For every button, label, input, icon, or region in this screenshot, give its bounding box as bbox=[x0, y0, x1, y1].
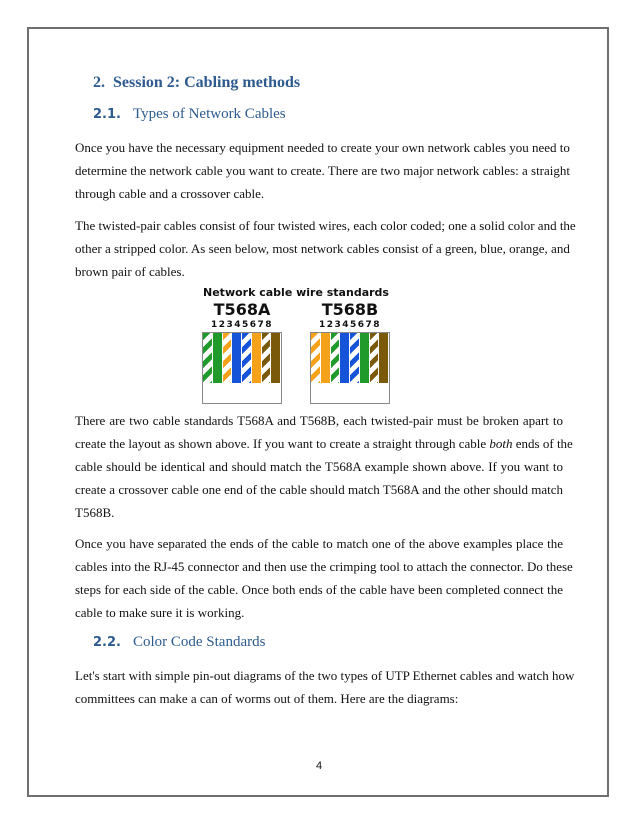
wire-orange-white bbox=[223, 333, 233, 383]
wire-orange bbox=[321, 333, 331, 383]
section-heading: 2. Session 2: Cabling methods bbox=[93, 74, 301, 91]
wire-green bbox=[213, 333, 223, 383]
subsection-heading-color: 2.2. Color Code Standards bbox=[93, 634, 266, 650]
wire-brown bbox=[271, 333, 281, 383]
connector-diagram bbox=[202, 332, 282, 404]
standard-name: T568B bbox=[321, 300, 379, 319]
standard-t568b bbox=[310, 300, 390, 404]
para3-line-italic: create the layout as shown above. If you want to create a straight through cable both ends of the bbox=[75, 436, 573, 451]
wire-orange bbox=[252, 333, 262, 383]
wire-blue bbox=[232, 333, 242, 383]
paragraph-twisted-pair: The twisted-pair cables consist of four twisted wires, each color coded; one a solid color and the other a stripped color. As seen below, most network cables consist of a green, blue, orange, and brown pair of cables. bbox=[75, 218, 576, 279]
paragraph-pinout: Let's start with simple pin-out diagrams of the two types of UTP Ethernet cables and watch how committees can make a can of worms out of them. Here are the diagrams: bbox=[75, 668, 575, 706]
connector-diagram bbox=[310, 332, 390, 404]
wire-green-white bbox=[203, 333, 213, 383]
wire-row bbox=[311, 333, 389, 383]
pin-numbers: 12345678 bbox=[318, 320, 382, 330]
standard-name: T568A bbox=[213, 300, 271, 319]
wire-brown-white bbox=[370, 333, 380, 383]
paragraph-connector: Once you have separated the ends of the cable to match one of the above examples place the cables into the RJ-45 connector and then use the crimping tool to attach the connector. Do these steps for each side of the cable. Once both ends of the cable have been completed connect the cable to make sure it is working. bbox=[75, 536, 573, 620]
wire-blue-white bbox=[242, 333, 252, 383]
page-number: 4 bbox=[315, 760, 323, 772]
wire-row bbox=[203, 333, 281, 383]
wire-brown bbox=[379, 333, 389, 383]
wire-green-white bbox=[331, 333, 341, 383]
standard-t568a bbox=[202, 300, 282, 404]
pin-numbers: 12345678 bbox=[210, 320, 274, 330]
wire-orange-white bbox=[311, 333, 321, 383]
paragraph-standards: There are two cable standards T568A and T568B, each twisted-pair must be broken apart to create the layout as shown above. If you want to create a straight through cable both ends of the cable should be identical and should match the T568A example shown above. If you want to create a crossover cable one end of the cable should match T568A and the other should match T568B. bbox=[75, 413, 573, 520]
figure-title: Network cable wire standards bbox=[203, 286, 389, 299]
subsection-heading-types: 2.1. Types of Network Cables bbox=[93, 106, 286, 122]
wire-standards-figure bbox=[196, 286, 396, 408]
wire-green bbox=[360, 333, 370, 383]
wire-blue bbox=[340, 333, 350, 383]
paragraph-intro: Once you have the necessary equipment needed to create your own network cables you need to determine the network cable you want to create. There are two major network cables: a straight through cable and a crossover cable. bbox=[75, 140, 571, 201]
wire-brown-white bbox=[262, 333, 272, 383]
wire-blue-white bbox=[350, 333, 360, 383]
